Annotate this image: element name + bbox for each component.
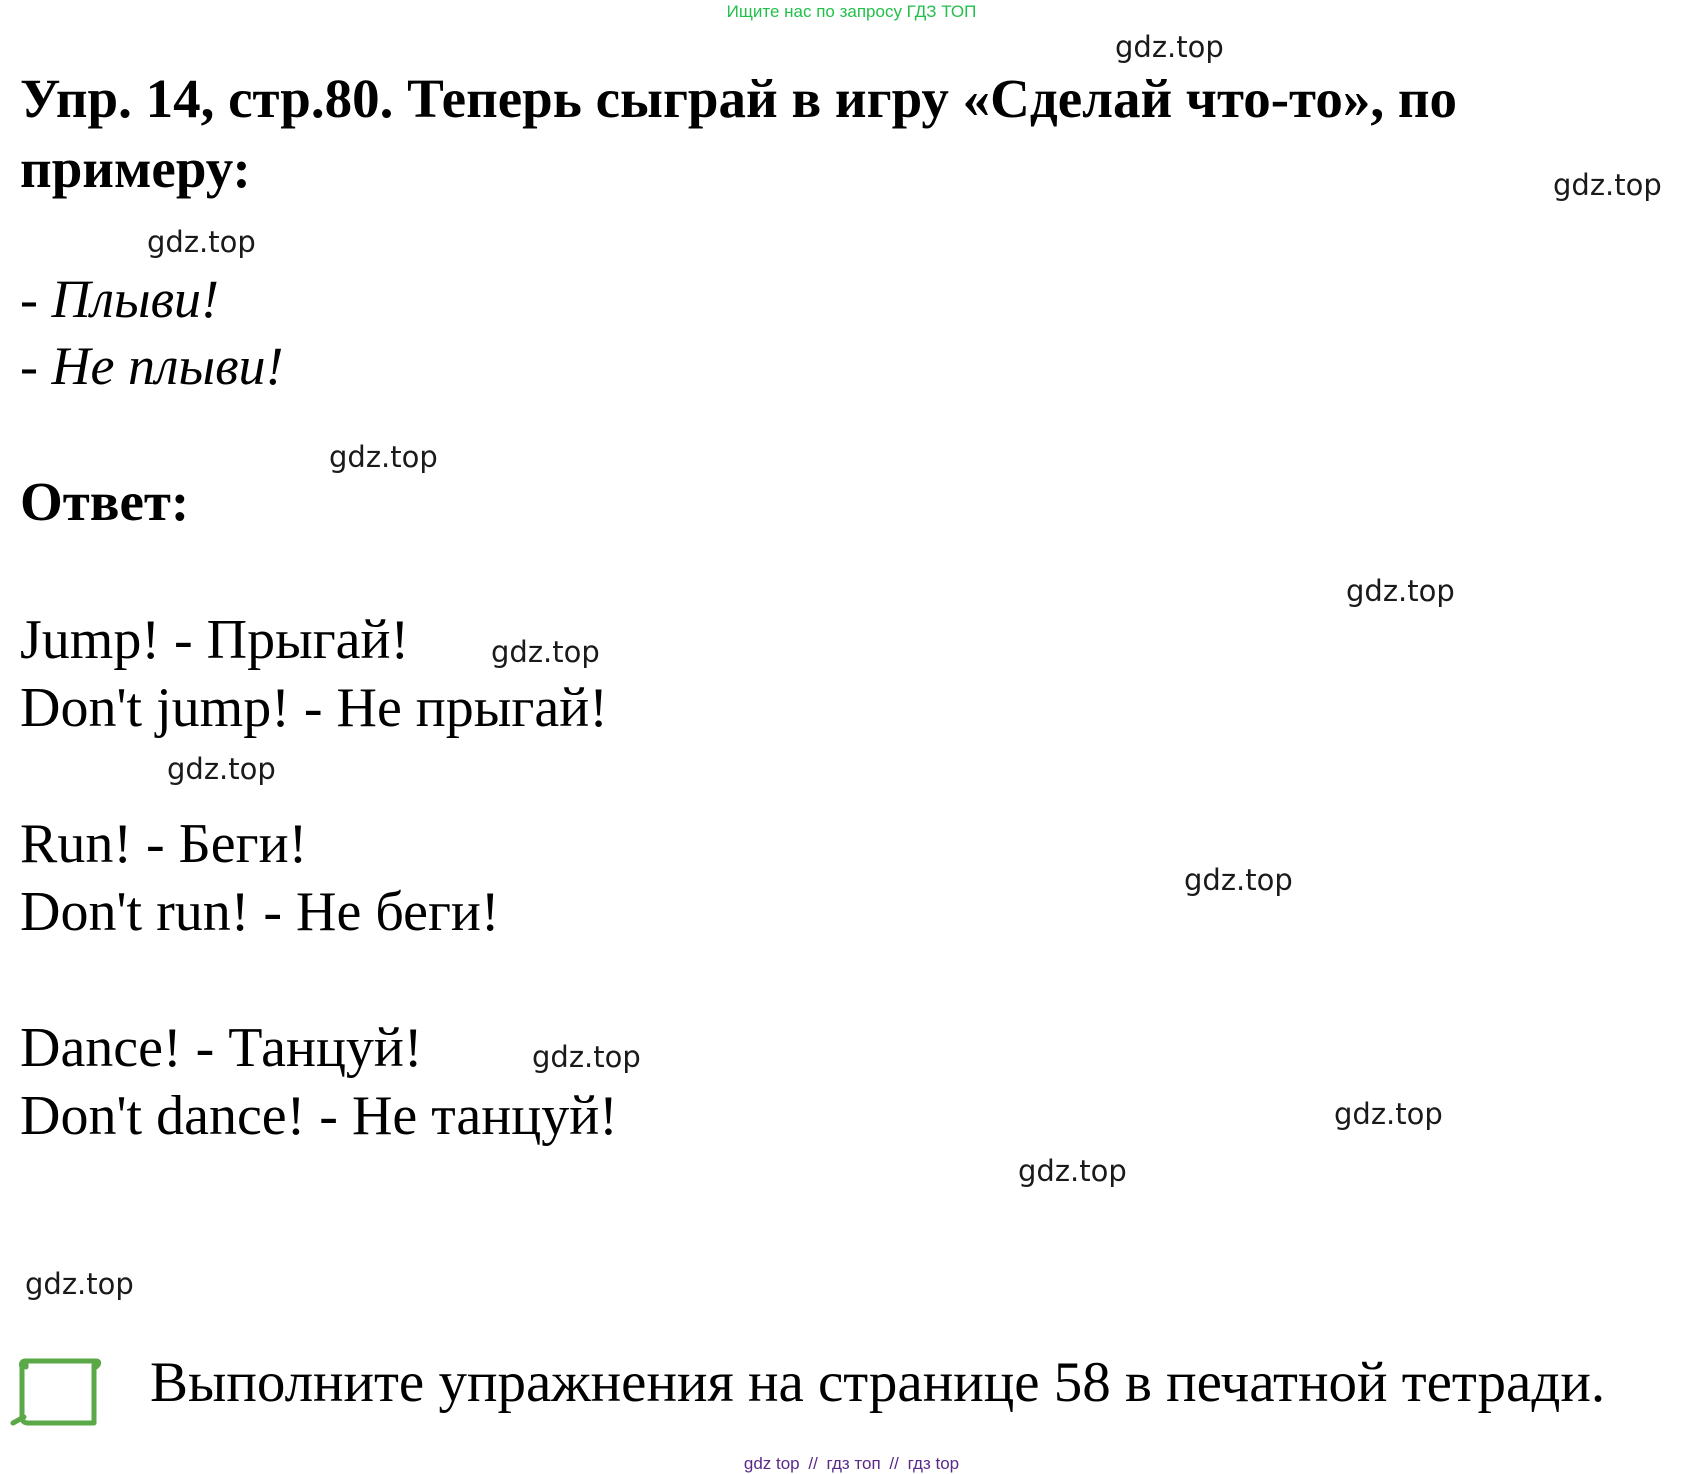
watermark: gdz.top bbox=[532, 1040, 641, 1074]
watermark: gdz.top bbox=[1553, 168, 1662, 202]
answer-line: Don't jump! - Не прыгай! bbox=[20, 677, 608, 739]
answer-label: Ответ: bbox=[20, 471, 190, 532]
answer-line: Run! - Беги! bbox=[20, 813, 308, 875]
watermark: gdz.top bbox=[167, 752, 276, 786]
separator: // bbox=[808, 1454, 818, 1473]
watermark: gdz.top bbox=[1346, 574, 1455, 608]
answer-line: Jump! - Прыгай! bbox=[20, 609, 410, 671]
watermark: gdz.top bbox=[1115, 30, 1224, 64]
watermark: gdz.top bbox=[1184, 863, 1293, 897]
bottom-link[interactable]: gdz top bbox=[743, 1454, 800, 1473]
answer-line: Don't dance! - Не танцуй! bbox=[20, 1085, 618, 1147]
example-line: - Не плыви! bbox=[20, 336, 284, 396]
answer-line: Don't run! - Не беги! bbox=[20, 881, 500, 943]
workbook-instruction: Выполните упражнения на странице 58 в печатной тетради. bbox=[150, 1351, 1606, 1414]
watermark: gdz.top bbox=[1018, 1154, 1127, 1188]
bottom-link[interactable]: гдз топ bbox=[826, 1454, 881, 1473]
watermark: gdz.top bbox=[1334, 1097, 1443, 1131]
answer-line: Dance! - Танцуй! bbox=[20, 1017, 423, 1079]
separator: // bbox=[889, 1454, 899, 1473]
example-line: - Плыви! bbox=[20, 269, 220, 329]
top-banner: Ищите нас по запросу ГДЗ ТОП bbox=[726, 2, 977, 21]
watermark: gdz.top bbox=[147, 225, 256, 259]
bottom-links bbox=[0, 1454, 1703, 1474]
watermark: gdz.top bbox=[25, 1267, 134, 1301]
bottom-link[interactable]: гдз top bbox=[907, 1454, 960, 1473]
workbook-scroll-icon bbox=[10, 1351, 102, 1427]
watermark: gdz.top bbox=[491, 635, 600, 669]
exercise-title: Упр. 14, стр.80. Теперь сыграй в игру «Сделай что-то», по примеру: bbox=[20, 68, 1458, 199]
watermark: gdz.top bbox=[329, 440, 438, 474]
